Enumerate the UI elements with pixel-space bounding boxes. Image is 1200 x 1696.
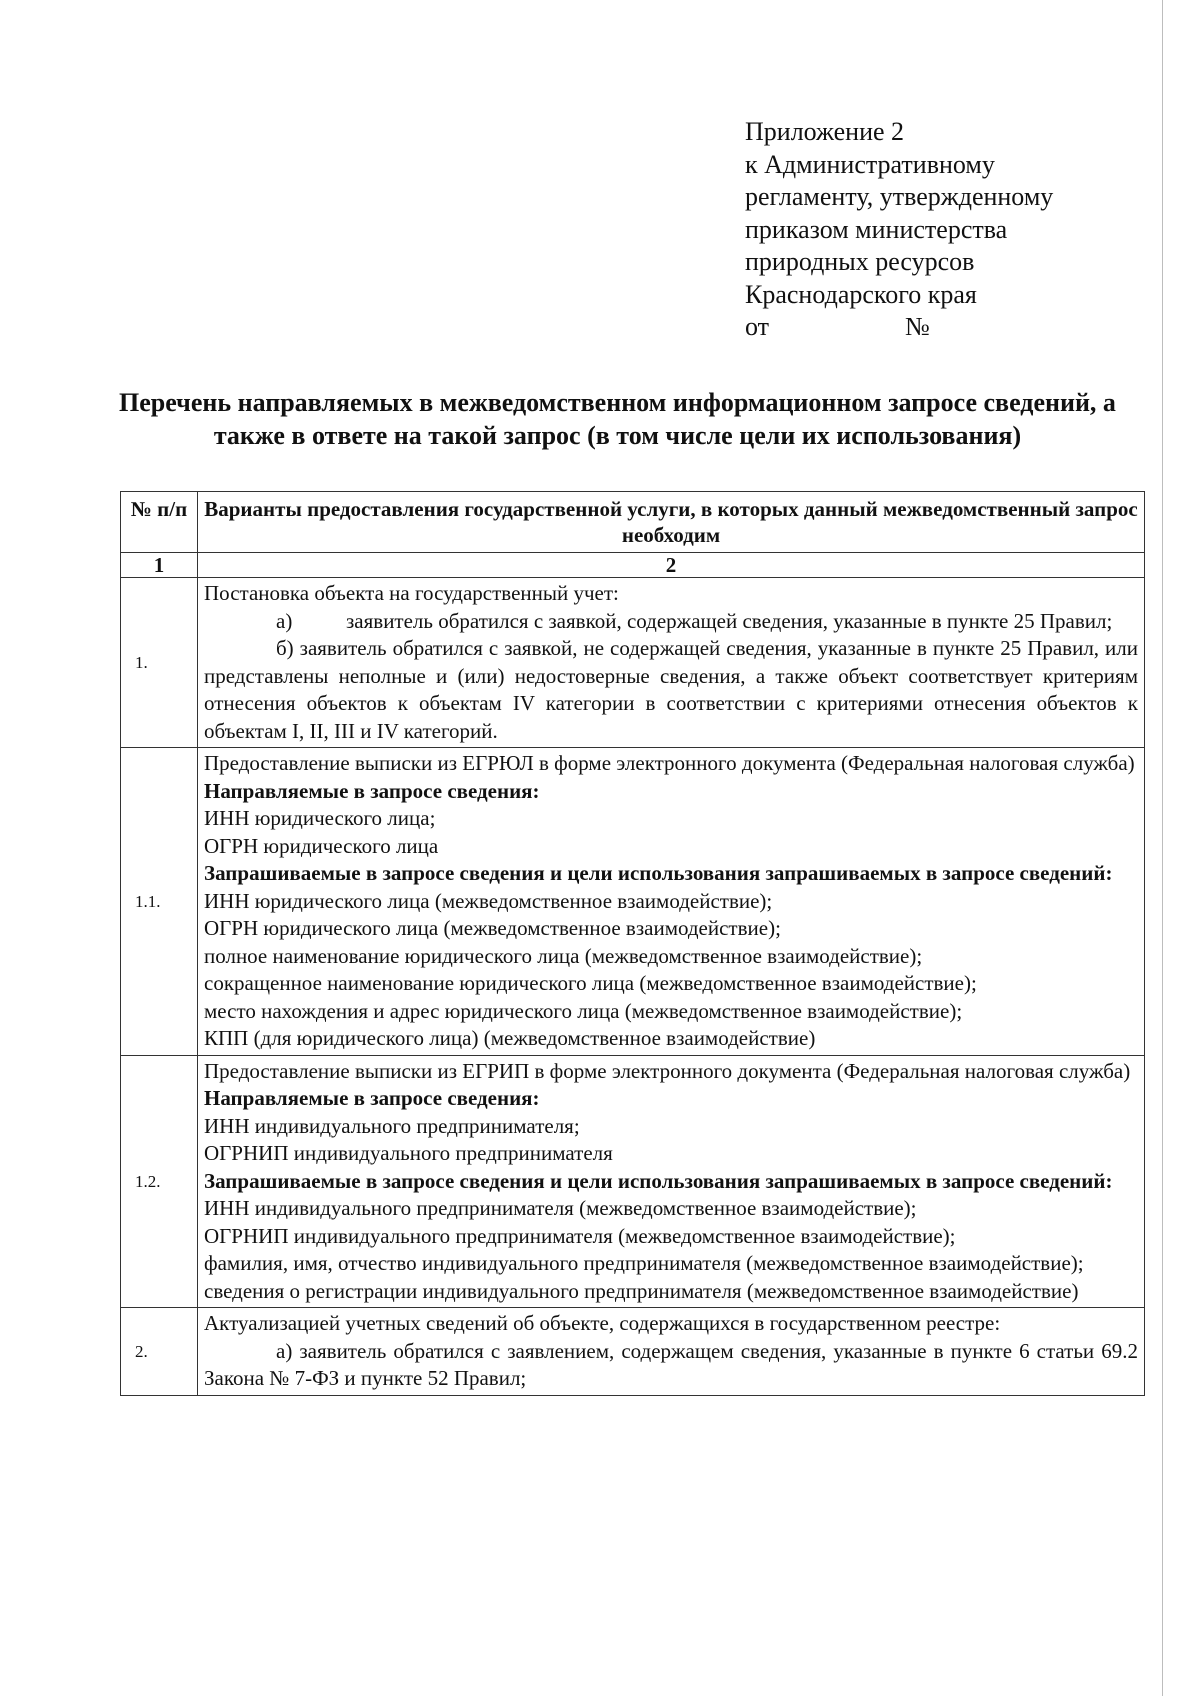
sent-item: ОГРНИП индивидуального предпринимателя [204, 1141, 613, 1165]
requested-item: полное наименование юридического лица (межведомственное взаимодействие); [204, 943, 923, 968]
requested-item: сведения о регистрации индивидуального предпринимателя (межведомственное взаимодействие) [204, 1278, 1079, 1303]
sent-item: ИНН индивидуального предпринимателя; [204, 1113, 580, 1138]
row-item-a [204, 608, 1138, 636]
requests-table [120, 491, 1145, 1396]
row-intro: Актуализацией учетных сведений об объекте, содержащихся в государственном реестре: [204, 1311, 1001, 1335]
approval-block [745, 116, 1135, 344]
document-title: Перечень направляемых в межведомственном информационном запросе сведений, а также в ответе на такой запрос (в том числе цели их использования) [119, 388, 1116, 450]
sent-item: ИНН юридического лица; [204, 806, 436, 830]
approval-line: Краснодарского края [745, 279, 977, 309]
requested-item: ИНН юридического лица (межведомственное взаимодействие); [204, 888, 773, 913]
approval-line: приказом министерства [745, 214, 1008, 244]
sent-item: ОГРН юридического лица [204, 833, 439, 858]
row-content [198, 578, 1145, 748]
requested-item: КПП (для юридического лица) (межведомственное взаимодействие) [204, 1026, 816, 1050]
requested-item: сокращенное наименование юридического лица (межведомственное взаимодействие); [204, 971, 977, 995]
table-row [121, 1055, 1145, 1308]
table-row [121, 748, 1145, 1056]
requested-item: ИНН индивидуального предпринимателя (межведомственное взаимодействие); [204, 1196, 917, 1220]
sent-heading: Направляемые в запросе сведения: [204, 1086, 540, 1110]
header-number: № п/п [121, 492, 198, 553]
requested-heading: Запрашиваемые в запросе сведения и цели использования запрашиваемых в запросе сведений: [204, 861, 1113, 885]
table-row [121, 1308, 1145, 1396]
approval-date-line [745, 311, 1135, 344]
row-number: 2. [121, 1308, 198, 1396]
approval-line: регламенту, утвержденному [745, 182, 1054, 211]
requested-item: фамилия, имя, отчество индивидуального предпринимателя (межведомственное взаимодействие); [204, 1251, 1084, 1275]
column-numbering-row [121, 553, 1145, 578]
row-intro: Предоставление выписки из ЕГРИП в форме электронного документа (Федеральная налоговая служба) [204, 1058, 1131, 1083]
page-edge-line [1162, 0, 1163, 1696]
sent-heading: Направляемые в запросе сведения: [204, 778, 540, 803]
row-item-a: а) заявитель обратился с заявлением, содержащем сведения, указанные в пункте 6 статьи 69.2 Закона № 7-ФЗ и пункте 52 Правил; [204, 1338, 1138, 1390]
column-number-1: 1 [121, 553, 198, 578]
number-label: № [905, 312, 930, 341]
column-number-2: 2 [198, 553, 1145, 578]
requested-item: место нахождения и адрес юридического лица (межведомственное взаимодействие); [204, 998, 963, 1023]
approval-line: Приложение 2 [745, 117, 905, 146]
row-item-b: б) заявитель обратился с заявкой, не содержащей сведения, указанные в пункте 25 Правил, или представлены неполные и (или) недостоверные сведения, а также объект соответствует критериям отнесения объектов к объектам IV категории в соответствии с критериями отнесения объектов к объектам I, II, III и IV категорий. [204, 636, 1138, 743]
row-content [198, 748, 1145, 1056]
requested-heading: Запрашиваемые в запросе сведения и цели использования запрашиваемых в запросе сведений: [204, 1168, 1113, 1193]
item-a-text: заявитель обратился с заявкой, содержащей сведения, указанные в пункте 25 Правил; [346, 608, 1113, 633]
date-label: от [745, 312, 770, 341]
row-intro: Постановка объекта на государственный учет: [204, 581, 619, 605]
row-content [198, 1308, 1145, 1396]
table-row [121, 578, 1145, 748]
header-variants: Варианты предоставления государственной услуги, в которых данный межведомственный запрос необходим [198, 492, 1145, 553]
requested-item: ОГРНИП индивидуального предпринимателя (межведомственное взаимодействие); [204, 1223, 956, 1248]
item-a-label: а) [276, 608, 293, 633]
approval-line: к Административному [745, 149, 995, 179]
table-header-row [121, 492, 1145, 553]
requested-item: ОГРН юридического лица (межведомственное взаимодействие); [204, 916, 781, 940]
row-number: 1.1. [121, 748, 198, 1056]
row-intro: Предоставление выписки из ЕГРЮЛ в форме электронного документа (Федеральная налоговая служба) [204, 751, 1135, 775]
row-number: 1.2. [121, 1055, 198, 1308]
row-content [198, 1055, 1145, 1308]
row-number: 1. [121, 578, 198, 748]
approval-line: природных ресурсов [745, 247, 975, 276]
